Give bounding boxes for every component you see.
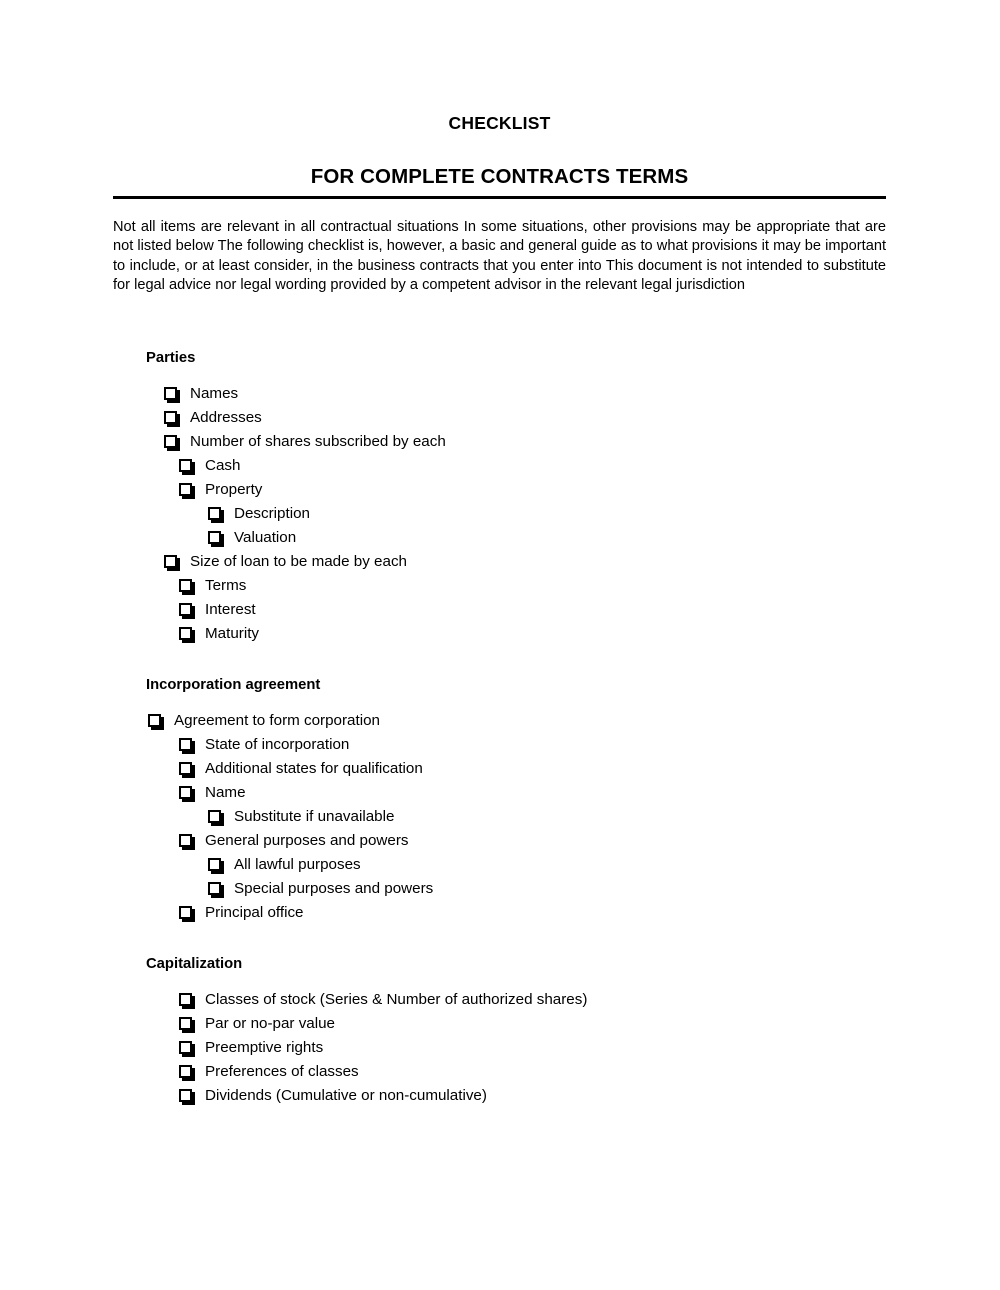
checkbox-icon[interactable] [208, 858, 221, 871]
checklist-item-label: Names [190, 385, 239, 402]
checklist-item-label: Dividends (Cumulative or non-cumulative) [205, 1087, 487, 1104]
checkbox-icon[interactable] [179, 603, 192, 616]
checklist-item[interactable] [0, 598, 1000, 622]
checkbox-box [179, 738, 192, 751]
checkbox-icon[interactable] [208, 507, 221, 520]
checkbox-box [179, 627, 192, 640]
checkbox-icon[interactable] [179, 786, 192, 799]
checklist-item-label: Valuation [234, 529, 297, 546]
checklist-item-label: Substitute if unavailable [234, 808, 395, 825]
checklist-section [0, 348, 1000, 646]
checklist-item-label: Number of shares subscribed by each [190, 433, 446, 450]
checkbox-icon[interactable] [179, 834, 192, 847]
document-title: CHECKLIST [448, 113, 551, 133]
checklist-item[interactable] [0, 853, 1000, 877]
checklist-item[interactable] [0, 877, 1000, 901]
checkbox-box [179, 1017, 192, 1030]
checklist-item-label: Addresses [190, 409, 262, 426]
checkbox-icon[interactable] [179, 1065, 192, 1078]
checkbox-icon[interactable] [179, 483, 192, 496]
checkbox-icon[interactable] [179, 627, 192, 640]
checkbox-icon[interactable] [179, 762, 192, 775]
checklist-item-label: General purposes and powers [205, 832, 409, 849]
checkbox-box [164, 411, 177, 424]
checkbox-box [179, 1041, 192, 1054]
checkbox-box [179, 483, 192, 496]
document-subtitle: FOR COMPLETE CONTRACTS TERMS [310, 165, 689, 188]
checkbox-box [179, 786, 192, 799]
checkbox-box [164, 555, 177, 568]
section-heading: Incorporation agreement [146, 677, 321, 693]
checkbox-box [208, 858, 221, 871]
checklist-item-label: Classes of stock (Series & Number of authorized shares) [205, 991, 588, 1008]
checklist-item-list [0, 382, 1000, 646]
checklist-item-label: All lawful purposes [234, 856, 361, 873]
checklist-item-label: Maturity [205, 625, 260, 642]
checkbox-icon[interactable] [164, 555, 177, 568]
checklist-item-label: Property [205, 481, 263, 498]
checkbox-icon[interactable] [148, 714, 161, 727]
checklist-item-label: Name [205, 784, 246, 801]
checkbox-icon[interactable] [208, 531, 221, 544]
checklist-item-label: Special purposes and powers [234, 880, 434, 897]
checkbox-icon[interactable] [179, 738, 192, 751]
checklist-item[interactable] [0, 382, 1000, 406]
checklist-item-label: Agreement to form corporation [174, 712, 380, 729]
checkbox-icon[interactable] [164, 435, 177, 448]
checklist-item-label: Additional states for qualification [205, 760, 423, 777]
checklist-item[interactable] [0, 1060, 1000, 1084]
checkbox-box [164, 387, 177, 400]
checklist-item[interactable] [0, 988, 1000, 1012]
checklist-item-label: Cash [205, 457, 241, 474]
checkbox-icon[interactable] [164, 387, 177, 400]
checkbox-box [164, 435, 177, 448]
checklist-item-label: Preferences of classes [205, 1063, 359, 1080]
checkbox-box [179, 579, 192, 592]
checklist-item[interactable] [0, 805, 1000, 829]
checkbox-box [208, 882, 221, 895]
checkbox-icon[interactable] [179, 1017, 192, 1030]
checkbox-box [179, 762, 192, 775]
checkbox-icon[interactable] [179, 579, 192, 592]
checklist-item-label: Terms [205, 577, 247, 594]
checkbox-icon[interactable] [179, 906, 192, 919]
checkbox-box [179, 603, 192, 616]
checklist-item-list [0, 709, 1000, 925]
checkbox-icon[interactable] [179, 993, 192, 1006]
checkbox-icon[interactable] [179, 1089, 192, 1102]
checklist-item-label: Preemptive rights [205, 1039, 324, 1056]
checklist-item-label: Description [234, 505, 310, 522]
checklist-item[interactable] [0, 1012, 1000, 1036]
checklist-item[interactable] [0, 901, 1000, 925]
checklist-item-label: Principal office [205, 904, 304, 921]
checkbox-box [148, 714, 161, 727]
checkbox-box [179, 1089, 192, 1102]
section-heading: Parties [146, 350, 196, 366]
checklist-item[interactable] [0, 733, 1000, 757]
checklist-section [0, 954, 1000, 1108]
checkbox-icon[interactable] [179, 459, 192, 472]
checklist-item-label: Interest [205, 601, 256, 618]
checklist-item[interactable] [0, 757, 1000, 781]
checklist-item[interactable] [0, 781, 1000, 805]
section-heading: Capitalization [146, 956, 243, 972]
checklist-item[interactable] [0, 1036, 1000, 1060]
checkbox-box [179, 459, 192, 472]
checklist-item[interactable] [0, 430, 1000, 454]
checkbox-icon[interactable] [164, 411, 177, 424]
checklist-item[interactable] [0, 454, 1000, 478]
checklist-item[interactable] [0, 574, 1000, 598]
checklist-item[interactable] [0, 502, 1000, 526]
checkbox-box [179, 834, 192, 847]
checklist-section [0, 675, 1000, 925]
checklist-item[interactable] [0, 622, 1000, 646]
header-divider-rule [113, 196, 886, 199]
checkbox-icon[interactable] [179, 1041, 192, 1054]
checklist-item-label: Size of loan to be made by each [190, 553, 407, 570]
checklist-item[interactable] [0, 829, 1000, 853]
checkbox-icon[interactable] [208, 882, 221, 895]
checklist-item-list [0, 988, 1000, 1108]
title-block [113, 112, 886, 189]
checklist-item[interactable] [0, 550, 1000, 574]
checkbox-box [179, 993, 192, 1006]
checklist-item-label: State of incorporation [205, 736, 350, 753]
checklist-item[interactable] [0, 526, 1000, 550]
checkbox-icon[interactable] [208, 810, 221, 823]
checklist-item[interactable] [0, 406, 1000, 430]
checklist-item[interactable] [0, 478, 1000, 502]
checklist-item[interactable] [0, 1084, 1000, 1108]
checkbox-box [208, 531, 221, 544]
introduction-paragraph: Not all items are relevant in all contractual situations In some situations, other provisions may be appropriate that are not listed below The following checklist is, however, a basic and general guide as to what provisions it may be important to include, or at least consider, in the business contracts that you enter into This document is not intended to substitute for legal advice nor legal wording provided by a competent advisor in the relevant legal jurisdiction [113, 219, 886, 294]
checklist-item-label: Par or no-par value [205, 1015, 336, 1032]
checkbox-box [179, 906, 192, 919]
checkbox-box [179, 1065, 192, 1078]
checklist-item[interactable] [0, 709, 1000, 733]
checkbox-box [208, 507, 221, 520]
checklist-content [0, 348, 1000, 1108]
checkbox-box [208, 810, 221, 823]
